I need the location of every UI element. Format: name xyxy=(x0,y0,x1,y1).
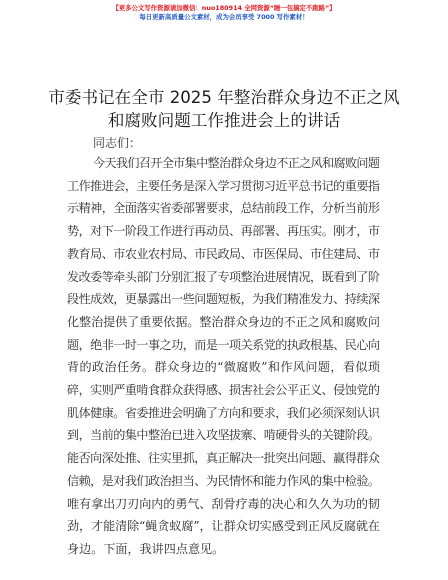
document-title-line-2: 和腐败问题工作推进会上的讲话 xyxy=(107,111,341,130)
speech-body-line-text: 今天我们召开全市集中整治群众身边不正之风和腐败问题 xyxy=(93,156,380,170)
speech-body-line-text: 教育局、市农业农村局、市民政局、市医保局、市住建局、市 xyxy=(67,246,380,261)
speech-body-line-text: 段性成效，更暴露出一些问题短板，为我们精准发力、持续深 xyxy=(67,292,380,307)
speech-body-line-text: 背的政治任务。群众身边的“微腐败”和作风问题，看似琐 xyxy=(67,360,381,375)
promo-banner xyxy=(0,4,448,22)
speech-body-line-text: 工作推进会，主要任务是深入学习贯彻习近平总书记的重要指 xyxy=(67,178,380,193)
speech-body-line-text: 碎，实则严重啃食群众获得感、损害社会公平正义、侵蚀党的 xyxy=(67,383,380,397)
speech-body-line-text: 唯有拿出刀刃向内的勇气、刮骨疗毒的决心和久久为功的韧 xyxy=(67,496,380,511)
salutation: 同志们： xyxy=(93,136,142,150)
speech-body-line-text: 信赖，是对我们政治担当、为民情怀和能力作风的集中检验。 xyxy=(67,473,380,488)
speech-body-line-text: 示精神，全面落实省委部署要求，总结前段工作，分析当前形 xyxy=(67,201,380,216)
speech-body-line-text: 势，对下一阶段工作进行再动员、再部署、再压实。刚才，市 xyxy=(67,224,380,239)
speech-body-line-text: 到，当前的集中整治已进入攻坚拔寨、啃硬骨头的关键阶段。 xyxy=(67,428,380,443)
speech-body-line-text: 化整治提供了重要依据。整治群众身边的不正之风和腐败问 xyxy=(67,314,380,329)
promo-banner-line-1: 【更多公文写作资源请加微信：nuo180914 全网资源“睡一包搞定不跑路”】 xyxy=(112,4,336,12)
speech-body-line-text: 发改委等牵头部门分别汇报了专项整治进展情况，既看到了阶 xyxy=(67,269,380,284)
speech-body-line-text: 能否向深处推、往实里抓，真正解决一批突出问题、赢得群众 xyxy=(67,451,380,466)
speech-body-line-text: 题，绝非一时一事之功，而是一项关系党的执政根基、民心向 xyxy=(67,337,380,352)
speech-body-line-text: 身边。下面，我讲四点意见。 xyxy=(67,541,225,556)
speech-body-line-text: 肌体健康。省委推进会明确了方向和要求，我们必须深刻认识 xyxy=(67,405,380,420)
speech-body-line-text: 劲，才能清除“蝇贪蚁腐”，让群众切实感受到正风反腐就在 xyxy=(67,519,380,534)
document-title-line-1: 市委书记在全市 2025 年整治群众身边不正之风 xyxy=(48,88,400,107)
promo-banner-line-2: 每日更新高质量公文素材，成为会员享受 7000 写作素材！ xyxy=(139,13,309,21)
